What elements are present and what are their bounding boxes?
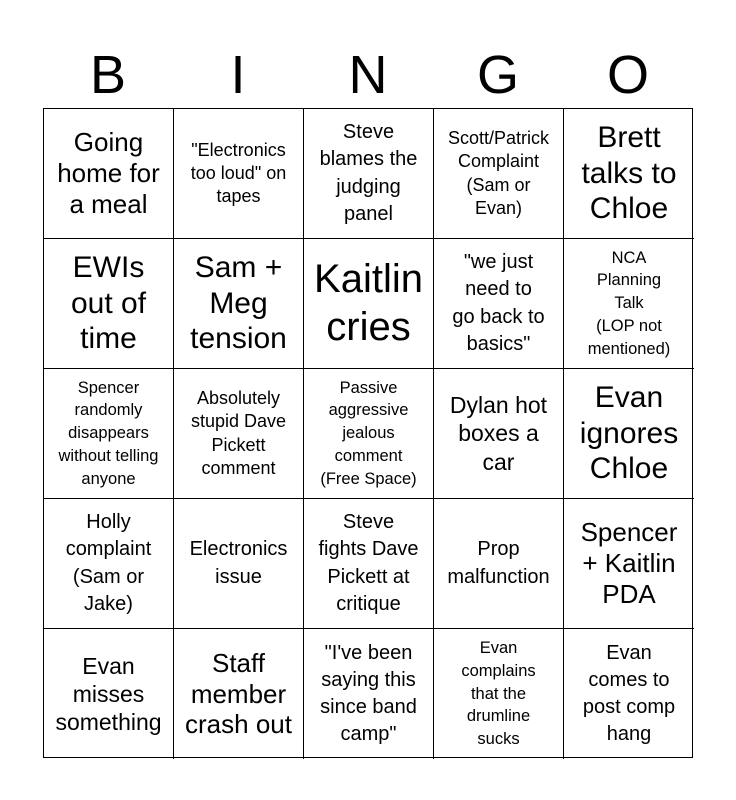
bingo-cell[interactable] [564, 629, 694, 759]
cell-text: Steve blames the judging panel [319, 121, 418, 225]
bingo-header [43, 42, 693, 108]
header-letter-n: N [348, 45, 388, 105]
cell-text: Staff member crash out [185, 647, 292, 740]
header-letter-i: I [230, 45, 246, 105]
cell-text: Absolutely stupid Dave Pickett comment [190, 388, 287, 478]
bingo-cell[interactable] [304, 369, 434, 499]
bingo-cell[interactable] [174, 109, 304, 239]
header-letter-b: B [89, 45, 127, 105]
cell-text: Evan misses something [55, 652, 162, 736]
cell-text: Evan ignores Chloe [579, 381, 679, 486]
bingo-board [43, 108, 693, 758]
cell-text: Steve fights Dave Pickett at critique [318, 511, 419, 615]
bingo-cell[interactable] [44, 369, 174, 499]
cell-text: Evan comes to post comp hang [582, 641, 676, 746]
bingo-cell[interactable] [304, 629, 434, 759]
bingo-cell[interactable] [174, 239, 304, 369]
cell-text: Holly complaint (Sam or Jake) [65, 511, 152, 615]
cell-text: Kaitlin cries [314, 257, 423, 349]
cell-text: Spencer + Kaitlin PDA [580, 517, 678, 609]
cell-text: "Electronics too loud" on tapes [190, 139, 287, 207]
cell-text: Passive aggressive jealous comment (Free Space) [320, 378, 417, 488]
bingo-cell[interactable] [564, 369, 694, 499]
bingo-cell[interactable] [304, 239, 434, 369]
cell-text: Electronics issue [189, 538, 288, 588]
header-letter-o: O [606, 45, 649, 105]
cell-text: Evan complains that the drumline sucks [461, 639, 536, 749]
cell-text: Brett talks to Chloe [581, 121, 677, 226]
cell-text: "we just need to go back to basics" [452, 251, 545, 355]
bingo-cell[interactable] [304, 109, 434, 239]
bingo-cell[interactable] [304, 499, 434, 629]
bingo-cell[interactable] [564, 239, 694, 369]
bingo-cell[interactable] [434, 499, 564, 629]
cell-text: Prop malfunction [447, 538, 550, 588]
bingo-cell[interactable] [434, 629, 564, 759]
cell-text: EWIs out of time [70, 251, 147, 356]
cell-text: Dylan hot boxes a car [449, 392, 548, 475]
cell-text: Scott/Patrick Complaint (Sam or Evan) [447, 128, 550, 218]
bingo-cell[interactable] [44, 239, 174, 369]
cell-text: Spencer randomly disappears without telling anyone [58, 378, 159, 488]
bingo-cell[interactable] [174, 369, 304, 499]
bingo-cell[interactable] [44, 109, 174, 239]
cell-text: Sam + Meg tension [190, 251, 287, 356]
bingo-cell[interactable] [434, 109, 564, 239]
cell-text: NCA Planning Talk (LOP not mentioned) [587, 248, 671, 358]
bingo-cell[interactable] [174, 499, 304, 629]
bingo-cell[interactable] [434, 239, 564, 369]
bingo-cell[interactable] [44, 499, 174, 629]
header-letter-g: G [476, 45, 519, 105]
bingo-cell[interactable] [44, 629, 174, 759]
cell-text: Going home for a meal [57, 127, 160, 219]
bingo-cell[interactable] [434, 369, 564, 499]
bingo-cell[interactable] [564, 499, 694, 629]
bingo-cell[interactable] [564, 109, 694, 239]
bingo-cell[interactable] [174, 629, 304, 759]
cell-text: "I've been saying this since band camp" [320, 641, 417, 746]
